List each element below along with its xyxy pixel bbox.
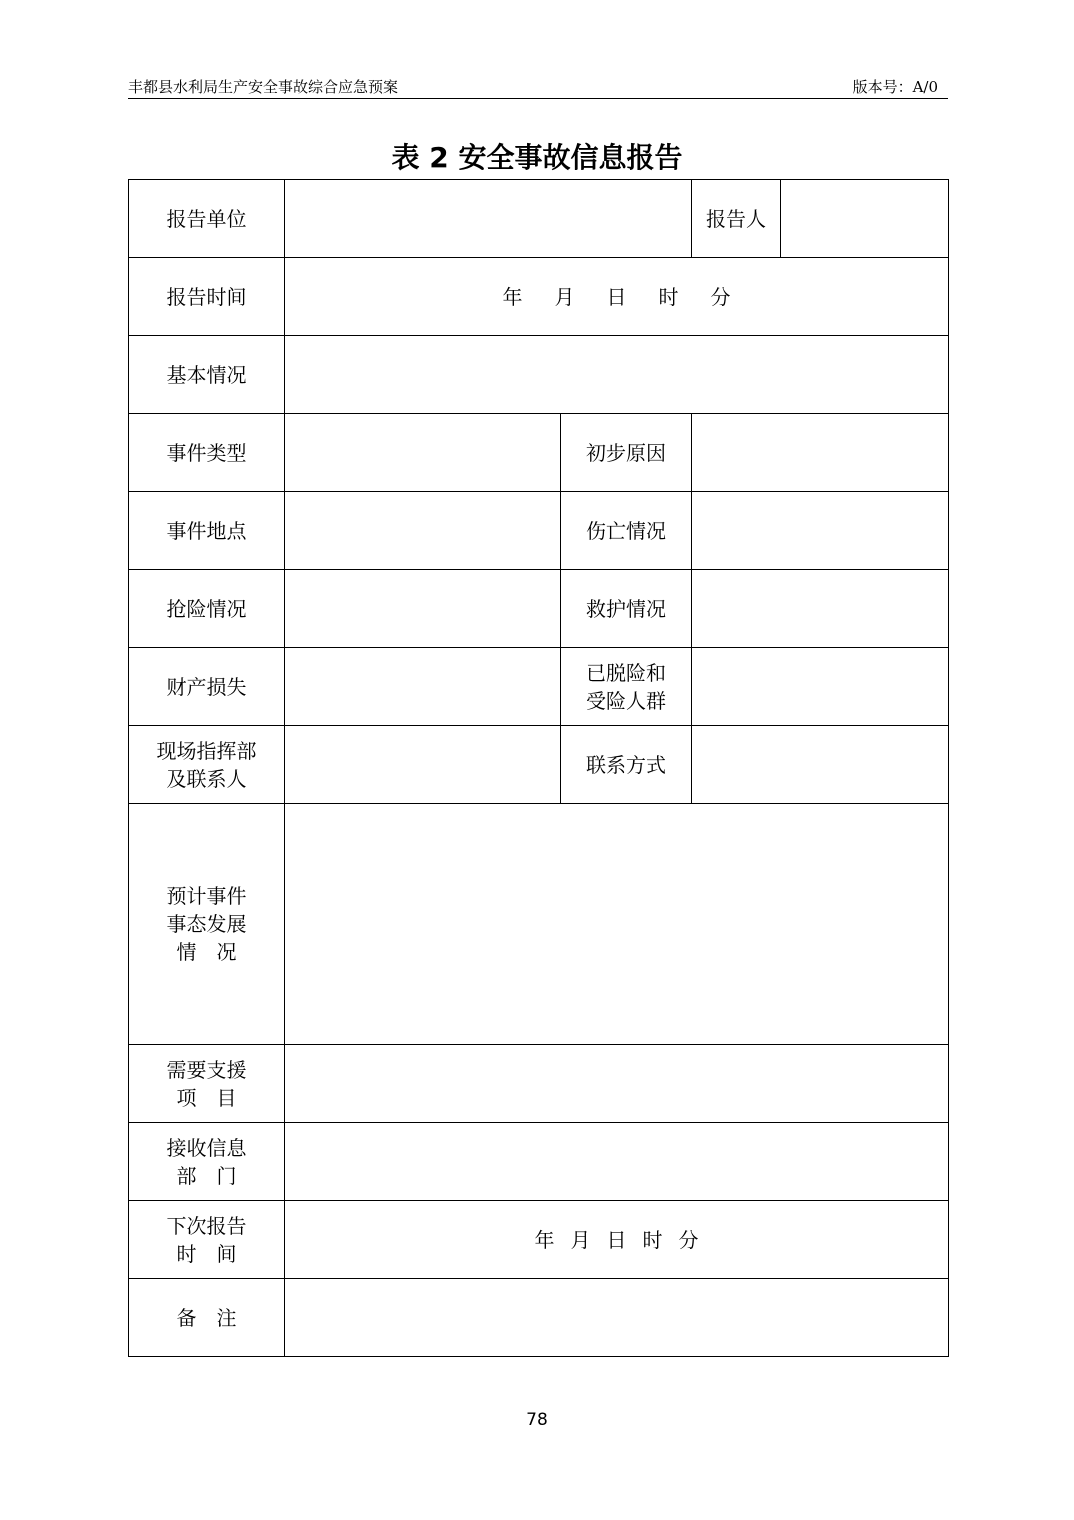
value-forecast[interactable] <box>285 804 949 1045</box>
value-event-location[interactable] <box>285 492 561 570</box>
label-line: 现场指挥部 <box>156 738 257 763</box>
label-line: 及联系人 <box>166 766 247 791</box>
table-row <box>129 180 949 258</box>
label-line: 预计事件 <box>166 884 247 908</box>
time-unit-year: 年 <box>534 1227 555 1252</box>
value-report-unit[interactable] <box>285 180 692 258</box>
label-rescue-situation: 抢险情况 <box>129 570 285 648</box>
label-initial-cause: 初步原因 <box>561 414 692 492</box>
time-unit-month: 月 <box>554 284 575 309</box>
label-line: 项 目 <box>176 1085 237 1110</box>
value-property-loss[interactable] <box>285 648 561 726</box>
label-line: 需要支援 <box>166 1057 247 1082</box>
label-line: 部 门 <box>176 1163 237 1188</box>
time-unit-day: 日 <box>606 284 627 309</box>
value-contact-method[interactable] <box>692 726 949 804</box>
label-evacuated-groups <box>561 648 692 726</box>
time-unit-minute: 分 <box>678 1227 699 1252</box>
table-row <box>129 1123 949 1201</box>
label-casualties: 伤亡情况 <box>561 492 692 570</box>
time-unit-day: 日 <box>606 1227 627 1252</box>
time-unit-year: 年 <box>502 284 523 309</box>
label-relief-situation: 救护情况 <box>561 570 692 648</box>
label-line: 下次报告 <box>166 1213 247 1238</box>
label-report-unit: 报告单位 <box>129 180 285 258</box>
table-row <box>129 414 949 492</box>
value-support-items[interactable] <box>285 1045 949 1123</box>
label-reporter: 报告人 <box>692 180 781 258</box>
label-command-contact <box>129 726 285 804</box>
time-unit-month: 月 <box>570 1227 591 1252</box>
table-row <box>129 726 949 804</box>
label-line: 情 况 <box>176 940 237 964</box>
header-version: 版本号：A/0 <box>852 78 938 96</box>
table-row <box>129 492 949 570</box>
table-row <box>129 648 949 726</box>
label-line: 受险人群 <box>586 688 666 713</box>
label-line: 已脱险和 <box>586 660 666 685</box>
value-report-time[interactable] <box>285 258 949 336</box>
value-rescue-situation[interactable] <box>285 570 561 648</box>
label-basic-situation: 基本情况 <box>129 336 285 414</box>
label-line: 时 间 <box>176 1241 237 1266</box>
page-header <box>128 78 948 99</box>
value-relief-situation[interactable] <box>692 570 949 648</box>
label-next-report-time <box>129 1201 285 1279</box>
time-unit-hour: 时 <box>642 1227 663 1252</box>
value-basic-situation[interactable] <box>285 336 949 414</box>
table-row <box>129 258 949 336</box>
value-event-type[interactable] <box>285 414 561 492</box>
page-number: 78 <box>526 1410 548 1430</box>
value-casualties[interactable] <box>692 492 949 570</box>
label-property-loss: 财产损失 <box>129 648 285 726</box>
table-row <box>129 1279 949 1357</box>
label-receiving-dept <box>129 1123 285 1201</box>
label-line: 接收信息 <box>166 1135 247 1160</box>
table-row <box>129 1201 949 1279</box>
table-row <box>129 336 949 414</box>
value-remarks[interactable] <box>285 1279 949 1357</box>
value-reporter[interactable] <box>781 180 949 258</box>
header-doc-title: 丰都县水利局生产安全事故综合应急预案 <box>128 78 399 96</box>
time-unit-hour: 时 <box>658 284 679 309</box>
label-contact-method: 联系方式 <box>561 726 692 804</box>
label-remarks: 备 注 <box>129 1279 285 1357</box>
value-initial-cause[interactable] <box>692 414 949 492</box>
label-line: 事态发展 <box>166 912 247 936</box>
value-next-report-time[interactable] <box>285 1201 949 1279</box>
label-forecast <box>129 804 285 1045</box>
table-title: 表 2 安全事故信息报告 <box>391 141 683 174</box>
table-row <box>129 804 949 1045</box>
value-receiving-dept[interactable] <box>285 1123 949 1201</box>
label-event-type: 事件类型 <box>129 414 285 492</box>
label-report-time: 报告时间 <box>129 258 285 336</box>
label-support-items <box>129 1045 285 1123</box>
table-row <box>129 570 949 648</box>
value-command-contact[interactable] <box>285 726 561 804</box>
time-unit-minute: 分 <box>710 284 731 309</box>
label-event-location: 事件地点 <box>129 492 285 570</box>
value-evacuated-groups[interactable] <box>692 648 949 726</box>
table-row <box>129 1045 949 1123</box>
incident-report-table <box>128 179 949 1357</box>
